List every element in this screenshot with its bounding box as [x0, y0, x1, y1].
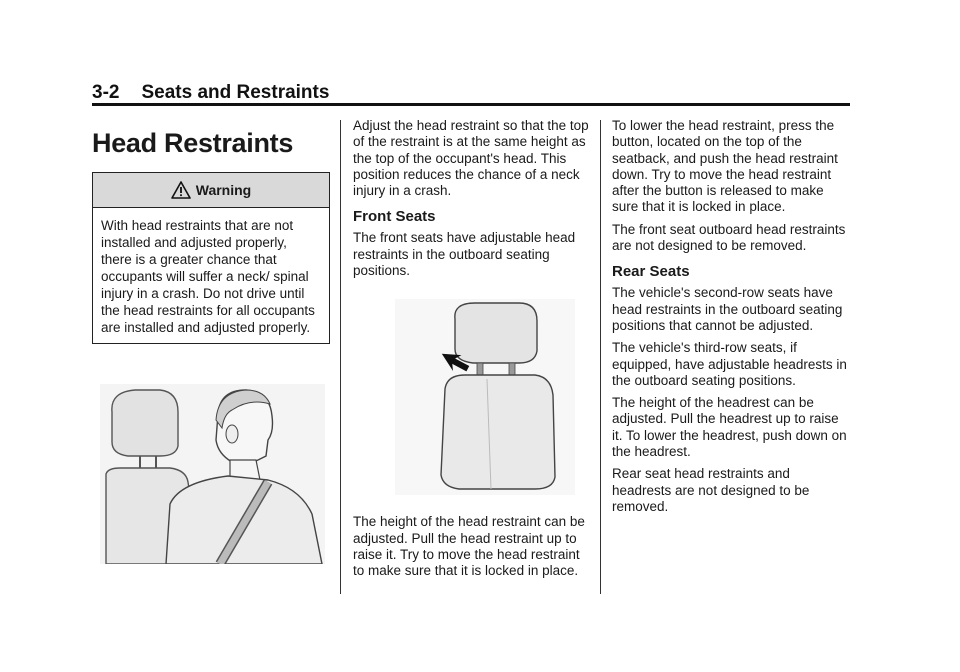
front-seats-heading: Front Seats [353, 208, 436, 226]
lower-restraint-text: To lower the head restraint, press the button, located on the top of the seatback, and push the head restraint down. Try to move the head restraint after the button is released to make sure that it is locked in place. [612, 118, 838, 215]
person-in-seat-illustration [100, 384, 325, 564]
page-number: 3-2 [92, 82, 120, 103]
third-row-text: The vehicle's third-row seats, if equipped, have adjustable headrests in the outboard seating positions. [612, 340, 847, 388]
warning-box [92, 172, 330, 344]
column-3 [612, 118, 852, 521]
header-rule [92, 103, 850, 106]
rear-seats-heading: Rear Seats [612, 263, 690, 281]
warning-triangle-icon [171, 181, 191, 199]
column-2 [353, 118, 591, 586]
warning-header [93, 173, 329, 208]
rear-not-removable-text: Rear seat head restraints and headrests are not designed to be removed. [612, 466, 810, 514]
headrest-adjust-text: The height of the headrest can be adjusted. Pull the headrest up to raise it. To lower the headrest, push down on the headrest. [612, 395, 847, 460]
column-1 [92, 118, 330, 569]
seat-headrest-button-illustration [395, 299, 575, 495]
warning-text: With head restraints that are not installed and adjusted properly, there is a greater chance that occupants will suffer a neck/ spinal injury in a crash. Do not drive until the head restraints for all occupants are installed and adjusted properly. [101, 218, 315, 335]
warning-title: Warning [195, 182, 252, 198]
intro-paragraph: Adjust the head restraint so that the top of the restraint is at the same height as the top of the occupant's head. This position reduces the chance of a neck injury in a crash. [353, 118, 589, 199]
height-adjust-text: The height of the head restraint can be adjusted. Pull the head restraint up to raise it. Try to move the head restraint to make sure that it is locked in place. [353, 514, 585, 579]
not-removable-text: The front seat outboard head restraints are not designed to be removed. [612, 221, 846, 254]
page-heading: Head Restraints [92, 128, 294, 158]
column-divider [600, 120, 601, 594]
page-header [92, 82, 329, 104]
section-title: Seats and Restraints [141, 82, 330, 103]
column-divider [340, 120, 341, 594]
second-row-text: The vehicle's second-row seats have head restraints in the outboard seating positions that cannot be adjusted. [612, 285, 843, 333]
front-seats-text: The front seats have adjustable head restraints in the outboard seating positions. [353, 230, 576, 279]
